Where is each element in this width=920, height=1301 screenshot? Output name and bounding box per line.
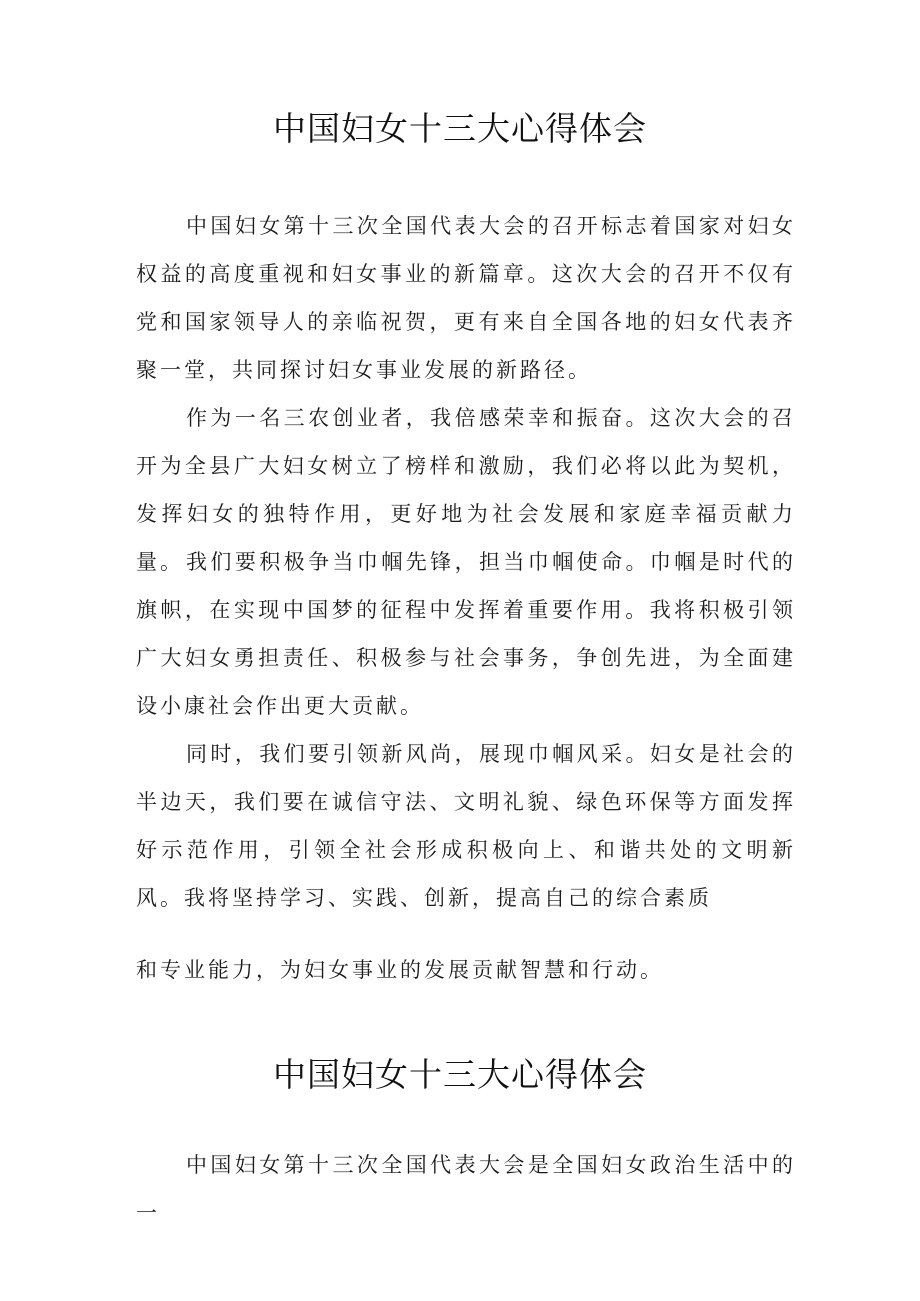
paragraph: 作为一名三农创业者，我倍感荣幸和振奋。这次大会的召开为全县广大妇女树立了榜样和激励，我们必将以此为契机，发挥妇女的独特作用，更好地为社会发展和家庭幸福贡献力量。 [136,406,796,574]
paragraph: 中国妇女第十三次全国代表大会的召开标志着国家对妇女权益的高度重视和妇女事业的新篇章。这次大会的召开不仅有党和国家领导人的亲临祝贺，更有来自全国各地的妇女代表齐聚一堂，共同探讨妇女事业发展的新路径。 [136,214,796,382]
paragraph: 中国妇女第十三次全国代表大会是全国妇女政治生活中的一 [136,1153,796,1225]
section-title: 中国妇女十三大心得体会 [273,1055,647,1094]
paragraph-continuation: 和专业能力，为妇女事业的发展贡献智慧和行动。 [136,958,664,982]
paragraph: 我们要积极争当巾帼先锋，担当巾帼使命。巾帼是时代的旗帜，在实现中国梦的征程中发挥着重要作用。我将积极引领广大妇女勇担责任、积极参与社会事务，争创先进，为全面建设小康社会作出更大贡献。 [136,550,796,718]
page-title: 中国妇女十三大心得体会 [273,109,647,148]
paragraph: 同时，我们要引领新风尚，展现巾帼风采。妇女是社会的半边天，我们要在诚信守法、文明礼貌、绿色环保等方面发挥好示范作用，引领全社会形成积极向上、和谐共处的文明新风。我将坚持学习、实践、创新，提高自己的综合素质 [136,742,796,910]
